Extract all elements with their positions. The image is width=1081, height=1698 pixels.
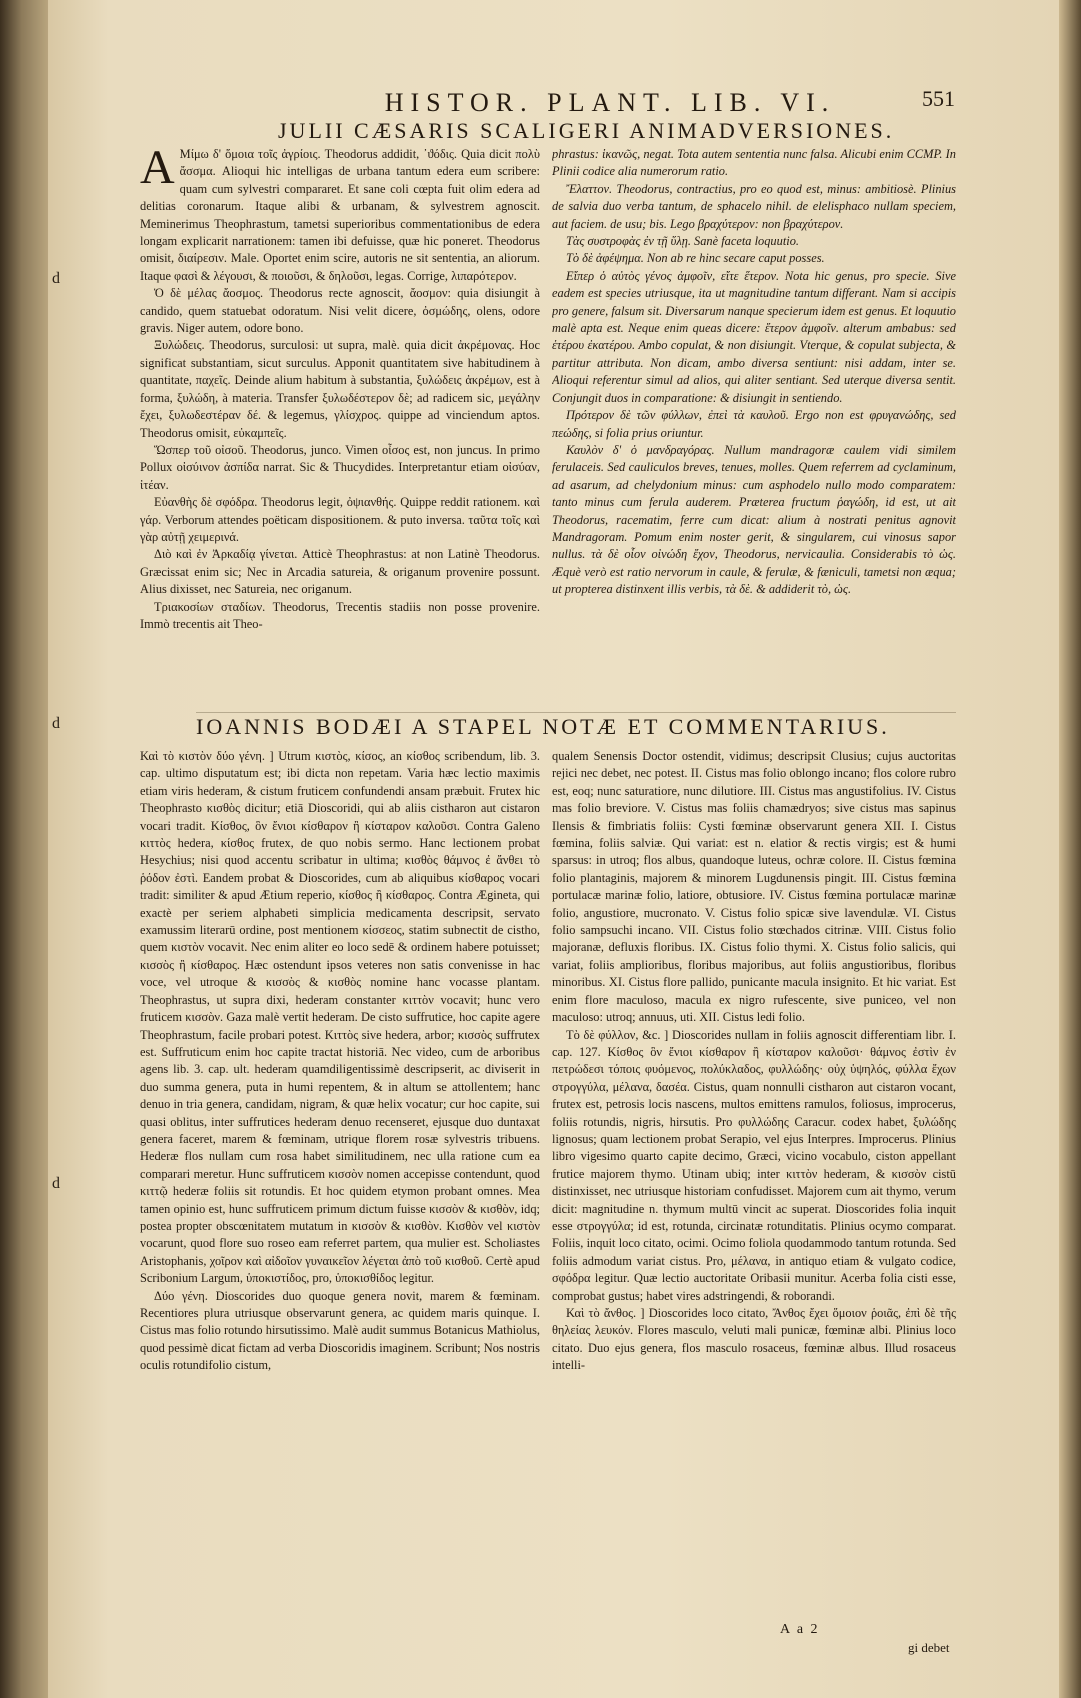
catchword: gi debet <box>908 1640 950 1655</box>
section-title-scaliger: JULII CÆSARIS SCALIGERI ANIMADVERSIONES. <box>278 118 895 143</box>
paragraph: Πρότερον δὲ τῶν φύλλων, ἐπεὶ τὰ καυλοῦ. Ergo non est φρυγανώδης, sed πεώδης, si folia prius oriuntur. <box>552 408 956 440</box>
paragraph: Τὸ δὲ ἀφέψημα. Non ab re hinc secare caput posses. <box>566 251 825 266</box>
margin-mark: d <box>52 1175 60 1192</box>
paragraph: Διὸ καὶ ἐν Ἀρκαδίᾳ γίνεται. Atticè Theophrastus: at non Latinè Theodorus. Græcissat enim sic; Nec in Arcadia satureia, & origanum provenire possunt. Alius dixisset, nec Satureia, nec origanum. <box>140 547 540 597</box>
bodaei-left-column <box>140 748 540 1648</box>
margin-mark: d <box>52 270 60 287</box>
signature-mark: A a 2 <box>780 1622 820 1637</box>
paragraph: Τὸ δὲ φύλλον, &c. ] Dioscorides nullam in foliis agnoscit differentiam libr. I. cap. 127. Κίσθος ὃν ἔνιοι κίσθαρον ἢ κίσταρον καλοῦσι· θάμνος ἐστὶν ἐν πετρώδεσι τόποις φυόμενος, πολύκλαδος, φυλλώδης· οὐχ ὑψηλός, φύλλα ἔχων στρογγύλα, μέλανα, δασέα. Cistus, quam nonnulli cistharon aut cistaron vocant, frutex est, petrosis locis nascens, multos emittens ramulos, foliosus, improcerus, foliis rotundis, nigris, hirsutis. Pro φυλλώδης Caracur. codex habet, ξυλώδης lignosus; quam lectionem probat Serapio, vel ejus Interpres. Improcerus. Plinius libro vigesimo quarto capite decimo, Græci, vicino vocabulo, ciston appellant frutice majorem thymo. Utinam ubiq; inter κιττὸν hederam, & κισσὸν cistū distinxisset, nec utriusque historiam confudisset. Majorem cum ait thymo, verum dicit: magnitudine n. thymum multū vincit ac superat. Dioscorides folia inquit esse στρογγύλα; id est, rotunda, circinatæ rotunditatis. Plinius ocymo comparat. Foliis, inquit loco citato, ocimi. Ocimo foliola quodammodo tantum rotunda. Sed foliis admodum variat cistus. Pro, μέλανα, in antiquo etiam & vulgato codice, σφόδρα legitur. Quæ lectio auctoritate Oribasii munitur. Acerba folia cisti esse, comprobat gustus; habet vires adstringendi, & roborandi. <box>552 1027 956 1303</box>
running-head: HISTOR. PLANT. LIB. VI. <box>384 88 836 117</box>
paragraph: Τριακοσίων σταδίων. Theodorus, Trecentis stadiis non posse provenire. Immò trecentis ait Theo- <box>140 599 540 631</box>
paragraph: A Μίμω δ' ὅμοια τοῖς ἀγρίοις. Theodorus addidit, ᾿ϑόδις. Quia dicit πολὺ ἄσσμα. Alioqui hic intelligas de urbana tantum edera eum scribere: quam cum sylvestri compararet. Et sane coli cœpta fuit olim edera ad delitias coronarum. Itaque alibi & urbanam, & sylvestrem agnoscit. Meminerimus Theophrastum, tametsi superioribus commentationibus de edera longam explicarit narrationem: tamen ibi defuisse, quæ hic poneret. Theodorus omisit, διαίρεσιν. Male. Oportet enim scire, autoris ne sit sententia, an aliorum. Itaque φασὶ & λέγουσι, & ποιοῦσι, & δηλοῦσι, legas. Corrige, λιπαρότερον. <box>140 146 540 283</box>
margin-mark: d <box>52 715 60 732</box>
section-title-bodaei: IOANNIS BODÆI A STAPEL NOTÆ ET COMMENTARIUS. <box>196 714 890 739</box>
paragraph: Καὶ τὸ ἄνθος. ] Dioscorides loco citato, Ἄνθος ἔχει ὅμοιον ῥοιᾶς, ἐπὶ δὲ τῆς θηλείας λευκόν. Flores masculo, veluti mali punicæ, fœminæ albi. Plinius loco citato. Duo ejus genera, flos masculo rosaceus, fœminæ albus. Illud rosaceus intelli- <box>552 1306 956 1373</box>
book-page <box>48 0 1059 1698</box>
bodaei-right-column <box>552 748 956 1620</box>
paragraph: Καὶ τὸ κιστὸν δύο γένη. ] Utrum κιστὸς, κίσος, an κίσθος scribendum, lib. 3. cap. ultimo disputatum est; ibi dicta non repetam. Varia hæc lectio maximis etiam viris hederam, & cistum fruticem confundendi ansam præbuit. Frutex hic Theophrasto κισθὸς dicitur; etiā Dioscoridi, qui ab aliis cistharon aut cistaron vocari tradit. Κίσθος, ὃν ἔνιοι κίσθαρον ἢ κίσταρον καλοῦσι. Contra Galeno κιττὸς hedera, κίσθος frutex, de quo nobis sermo. Hanc lectionem probat Hesychius; nisi quod accentu scribatur in ultima; κισθὸς θάμνος ἐ ἄνθει τὸ ῥόδον ἐστὶ. Eandem probat & Dioscorides, cum ab aliquibus κίσθαρος vocari tradit: similiter & apud Ætium reperio, κίσθος ἢ κίσθαρος. Contra Ægineta, qui exactè per seriem alphabeti simplicia medicamenta descripsit, servato examussim literarū ordine, post mentionem κίσσεος, statim subnectit de cistho, quem κιστὸν vocavit. Nec enim aliter eo loco sedē & ordinem habere potuisset; κισσὸς ἢ κίσθαρος. Hæc ostendunt ipsos veteres non satis convenisse in hac voce, vel utroque & κισσὸς & κισθὸς nomine hanc vocasse plantam. Theophrastus, ut supra dixi, hederam constanter κιττὸν vocavit; hunc vero fruticem κισσὸν. Gaza malè vertit hederam. De cisto suffrutice, hoc capite agere Theophrastum, facile probari potest. Κιττὸς sive hedera, arbor; κισσὸς suffrutex est. Suffruticum enim hoc capite tractat historiā. Nec video, cum de arboribus agens lib. 3. cap. ult. hederam quamdiligentissimè descripserit, ac diviserit in duo summa genera, puta in humi repentem, & in altum se attollentem; hanc denuo in tria genera, candidam, nigram, & quæ helix vocatur; cur hoc capite, sui quasi oblitus, inter suffrutices hederam denuo recenseret, ejusque duo duntaxat genera faceret, marem & fœminam, utrique florem rosæ sylvestris tribuens. Hederæ flos nullam cum rosa habet similitudinem, nec ulla ratione cum ea comparari meretur. Hunc suffruticem κισσὸν nomen accepisse contendunt, quod κιττῷ hederæ foliis sit rotundis. Et hoc quidem etymon probant omnes. Mea tamen opinio est, hunc suffruticem primum dictum fuisse κισσὸν & κισθὸν, idq; postea propter obscœnitatem mutatum in κισσὸν & κισθὸν. Κισθὸν vel κιστὸν vocarunt, quod flore suo roseo eam referret partem, qua mulier est. Scholiastes Aristophanis, χοῖρον καὶ αἰδοῖον γυναικεῖον λέγεται ἀπὸ τοῦ κισθοῦ. Certè apud Scribonium Largum, ὑποκιστίδος, pro, ὑποκισθίδος legitur. <box>140 749 540 1286</box>
book-gutter <box>0 0 48 1698</box>
paragraph: Εὐανθὴς δὲ σφόδρα. Theodorus legit, ὀψιανθής. Quippe reddit rationem. καὶ γάρ. Verborum attendes poëticam dispositionem. & puto inversa. ταῦτα τοῖς καὶ γὰρ αὐτῇ χειμερινά. <box>140 495 540 544</box>
scaliger-left-column <box>140 146 540 702</box>
drop-cap: A <box>140 146 175 194</box>
paragraph: qualem Senensis Doctor ostendit, vidimus; descripsit Clusius; cujus auctoritas rejici nec debet, nec potest. II. Cistus mas folio oblongo incano; flos colore rubro est, eoq; nunc saturatiore, nunc dilutiore. III. Cistus mas angustifolius. IV. Cistus mas folio breviore. V. Cistus mas foliis chamædryos; sive cistus mas sapinus Ilensis & fimbriatis foliis: Cysti fœminæ observarunt genera XII. I. Cistus fœmina, foliis salviæ. Qui variat: est n. elatior & rectis virgis; est & humi sparsus: in utroq; flos albus, quandoque luteus, ochræ colore. II. Cistus fœmina folio plantaginis, majorem & minorem Lugdunensis pingit. III. Cistus fœmina portulacæ marinæ folio, latiore, obtusiore. IV. Cistus fœmina portulacæ marinæ folio, angustiore, mucronato. V. Cistus folio spicæ sive lavendulæ. VI. Cistus folio sampsuchi incano. VII. Cistus folio stœchados citrinæ. VIII. Cistus folio majoranæ, defluxis floribus. IX. Cistus folio thymi. X. Cistus folio salicis, qui variat, foliis amplioribus, floribus majoribus, aut foliis angustioribus, floribus minoribus. XI. Cistus flore pallido, punicante macula insignito. Et hic variat. Est enim flore maculoso, macula ex nigro rufescente, sive puniceo, vel non maculoso: utroq; annuus, uti. XII. Cistus ledi folio. <box>552 749 956 1025</box>
paragraph: Ἔλαττον. Theodorus, contractius, pro eo quod est, minus: ambitiosè. Plinius de salvia duo verba tantum, de sphacelo nihil. de elelisphaco nullam speciem, aut faciem. de usu; bis. Lego βραχύτερον: non βραχύτερον. <box>552 181 956 231</box>
page-edge <box>1059 0 1081 1698</box>
paragraph: Καυλὸν δ' ὁ μανδραγόρας. Nullum mandragoræ caulem vidi similem ferulaceis. Sed cauliculos breves, tenues, molles. Quem referrem ad cyclaminum, ad asarum, ad chelydonium minus: cum asphodelo nullo modo comparatem: tanto minus cum ferula auderem. Præterea fructum ῥαγώδη, id est, ut ait Theodorus, racematim, ferre cum dicat: alium à nostrati penitus agnovit Mandragoram. Pomum enim noster gerit, & singularem, cui vinosus sapor nullus. τὰ δὲ οἶον οἰνώδη ἔχον, Theodorus, nervicaulia. Considerabis τὸ ὡς. Æquè verò est ratio nervorum in caule, & ferulæ, & fæniculi, tametsi non æqua; ut propterea distinxent illis verbis, τὰ δὲ. & addiderit τὸ, ὡς. <box>552 442 956 597</box>
paragraph: Δύο γένη. Dioscorides duo quoque genera novit, marem & fœminam. Recentiores plura utriusque observarunt genera, ac quidem maris quinque. I. Cistus mas folio rotundo hirsutissimo. Malè audit summus Botanicus Mathiolus, quod pessimè dicat fictam ad verba Dioscoridis imaginem. Scribunt; Nos nostris oculis rotundifolio cistum, <box>140 1288 540 1373</box>
paragraph: Εἴπερ ὁ αὐτὸς γένος ἀμφοῖν, εἴτε ἕτερον. Nota hic genus, pro specie. Sive eadem est species utriusque, ita ut magnitudine tantum differant. Nam si accipis pro genere, falsum sit. Diversarum nanque specierum idem est genus. Et loquutio malè apta est. Neque enim queas dicere: ἕτερον ἀμφοῖν. alterum ambabus: sed ἑτέρου ἐκατέρου. Ambo copulat, & non disiungit. Vterque, & copulat subjecta, & partitur attributa. Non dicam, ambo diversa sentiunt: nisi addam, inter se. Alioqui referentur simul ad alios, qui aliter sentiant. Sed uterque diversa sentit. Conjungit duos in comparatione: & disiungit in sentiendo. <box>552 268 956 405</box>
paragraph: Ὥσπερ τοῦ οἰσοῦ. Theodorus, junco. Vimen οἶσος est, non juncus. In primo Pollux οἰσύινον ἀσπίδα narrat. Sic & Thucydides. Interpretantur etiam οἰσύαν, ἰτέαν. <box>140 442 540 492</box>
paragraph: Τὰς συστροφὰς ἐν τῇ ὕλῃ. Sanè faceta loquutio. <box>566 234 800 249</box>
scaliger-right-column <box>552 146 956 702</box>
page-number: 551 <box>922 86 955 111</box>
section-divider <box>196 712 956 713</box>
paragraph: Ὁ δὲ μέλας ἄοσμος. Theodorus recte agnoscit, ἄοσμον: quia disiungit à candido, quem statuebat odoratum. Nisi velit dicere, ὀσμώδης, olens, odore gravis. Niger autem, odore bono. <box>140 286 540 336</box>
paragraph: Ξυλώδεις. Theodorus, surculosi: ut supra, malè. quia dicit ἀκρέμονας. Hoc significat substantiam, sicut surculus. Apponit quantitatem sive habitudinem à quantitate, παχεῖς. Deinde alium habitum à substantia, ξυλώδεις ἀκρέμων, est à forma, ξυλώδη, à materia. Transfer ξυλωδέστερον δὲ; ad radicem sic, μεγάλην ἔχει, ξυλωδεστέραν δέ. & legemus, γλίσχρος. quippe ad vinciendum aptos. Theodorus omisit, εὐκαμπεῖς. <box>140 338 540 440</box>
paragraph: phrastus: ἱκανῶς, negat. Tota autem sententia nunc falsa. Alicubi enim CCMP. In Plinii codice alia numerorum ratio. <box>552 147 956 179</box>
